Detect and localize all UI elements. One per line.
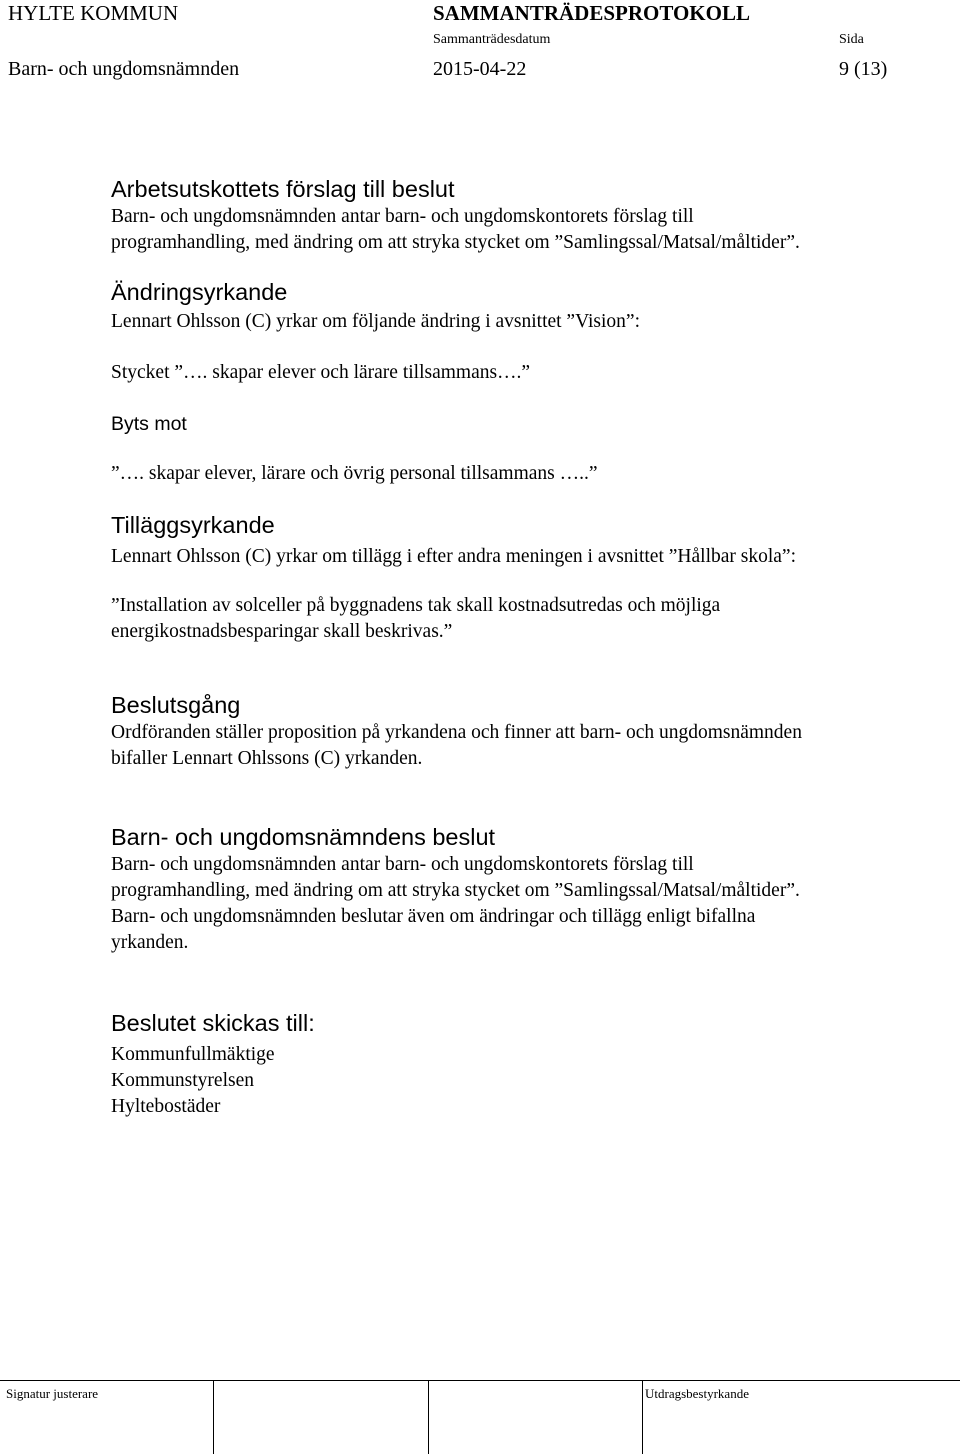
paragraph-line: Ordföranden ställer proposition på yrkandena och finner att barn- och ungdomsnämnden [111, 722, 802, 743]
page-label: Sida [839, 32, 864, 47]
footer-divider [0, 1380, 960, 1381]
paragraph-line: programhandling, med ändring om att stryka stycket om ”Samlingssal/Matsal/måltider”. [111, 232, 800, 253]
recipient-item: Hyltebostäder [111, 1096, 221, 1117]
document-type: SAMMANTRÄDESPROTOKOLL [433, 1, 750, 25]
municipality-name: HYLTE KOMMUN [8, 1, 179, 25]
paragraph-line: Lennart Ohlsson (C) yrkar om följande ändring i avsnittet ”Vision”: [111, 311, 640, 332]
page-number: 9 (13) [839, 58, 888, 80]
paragraph-line: yrkanden. [111, 932, 189, 953]
signature-label: Signatur justerare [6, 1386, 99, 1401]
paragraph-line: Byts mot [111, 413, 187, 435]
paragraph-line: Barn- och ungdomsnämnden antar barn- och ungdomskontorets förslag till [111, 854, 694, 875]
section-heading: Ändringsyrkande [111, 279, 288, 305]
footer-column-divider [428, 1380, 429, 1454]
document-body [111, 174, 931, 1120]
extract-label: Utdragsbestyrkande [645, 1386, 749, 1401]
paragraph-line: bifaller Lennart Ohlssons (C) yrkanden. [111, 748, 423, 769]
section-heading: Beslutet skickas till: [111, 1010, 315, 1036]
recipient-item: Kommunstyrelsen [111, 1070, 254, 1091]
paragraph-line: ”Installation av solceller på byggnadens tak skall kostnadsutredas och möjliga [111, 595, 721, 616]
footer-column-divider [213, 1380, 214, 1454]
section-decision [111, 822, 931, 956]
section-proposal [111, 174, 931, 256]
recipient-item: Kommunfullmäktige [111, 1044, 275, 1065]
meeting-date: 2015-04-22 [433, 58, 527, 80]
section-addition [111, 510, 931, 645]
paragraph-line: Lennart Ohlsson (C) yrkar om tillägg i efter andra meningen i avsnittet ”Hållbar skola”: [111, 546, 796, 567]
section-heading: Barn- och ungdomsnämndens beslut [111, 824, 496, 850]
paragraph-line: Barn- och ungdomsnämnden beslutar även om ändringar och tillägg enligt bifallna [111, 906, 756, 927]
committee-name: Barn- och ungdomsnämnden [8, 58, 240, 80]
paragraph-line: Stycket ”…. skapar elever och lärare tillsammans….” [111, 362, 531, 383]
footer-column-divider [642, 1380, 643, 1454]
paragraph-line: energikostnadsbesparingar skall beskrivas.” [111, 621, 453, 642]
section-heading: Beslutsgång [111, 692, 241, 718]
section-heading: Tilläggsyrkande [111, 512, 275, 538]
section-distribution [111, 1008, 931, 1120]
section-heading: Arbetsutskottets förslag till beslut [111, 176, 455, 202]
section-procedure [111, 690, 931, 772]
paragraph-line: Barn- och ungdomsnämnden antar barn- och ungdomskontorets förslag till [111, 206, 694, 227]
paragraph-line: ”…. skapar elever, lärare och övrig personal tillsammans …..” [111, 463, 598, 484]
section-amendment [111, 277, 931, 487]
paragraph-line: programhandling, med ändring om att stryka stycket om ”Samlingssal/Matsal/måltider”. [111, 880, 800, 901]
meeting-date-label: Sammanträdesdatum [433, 32, 551, 47]
